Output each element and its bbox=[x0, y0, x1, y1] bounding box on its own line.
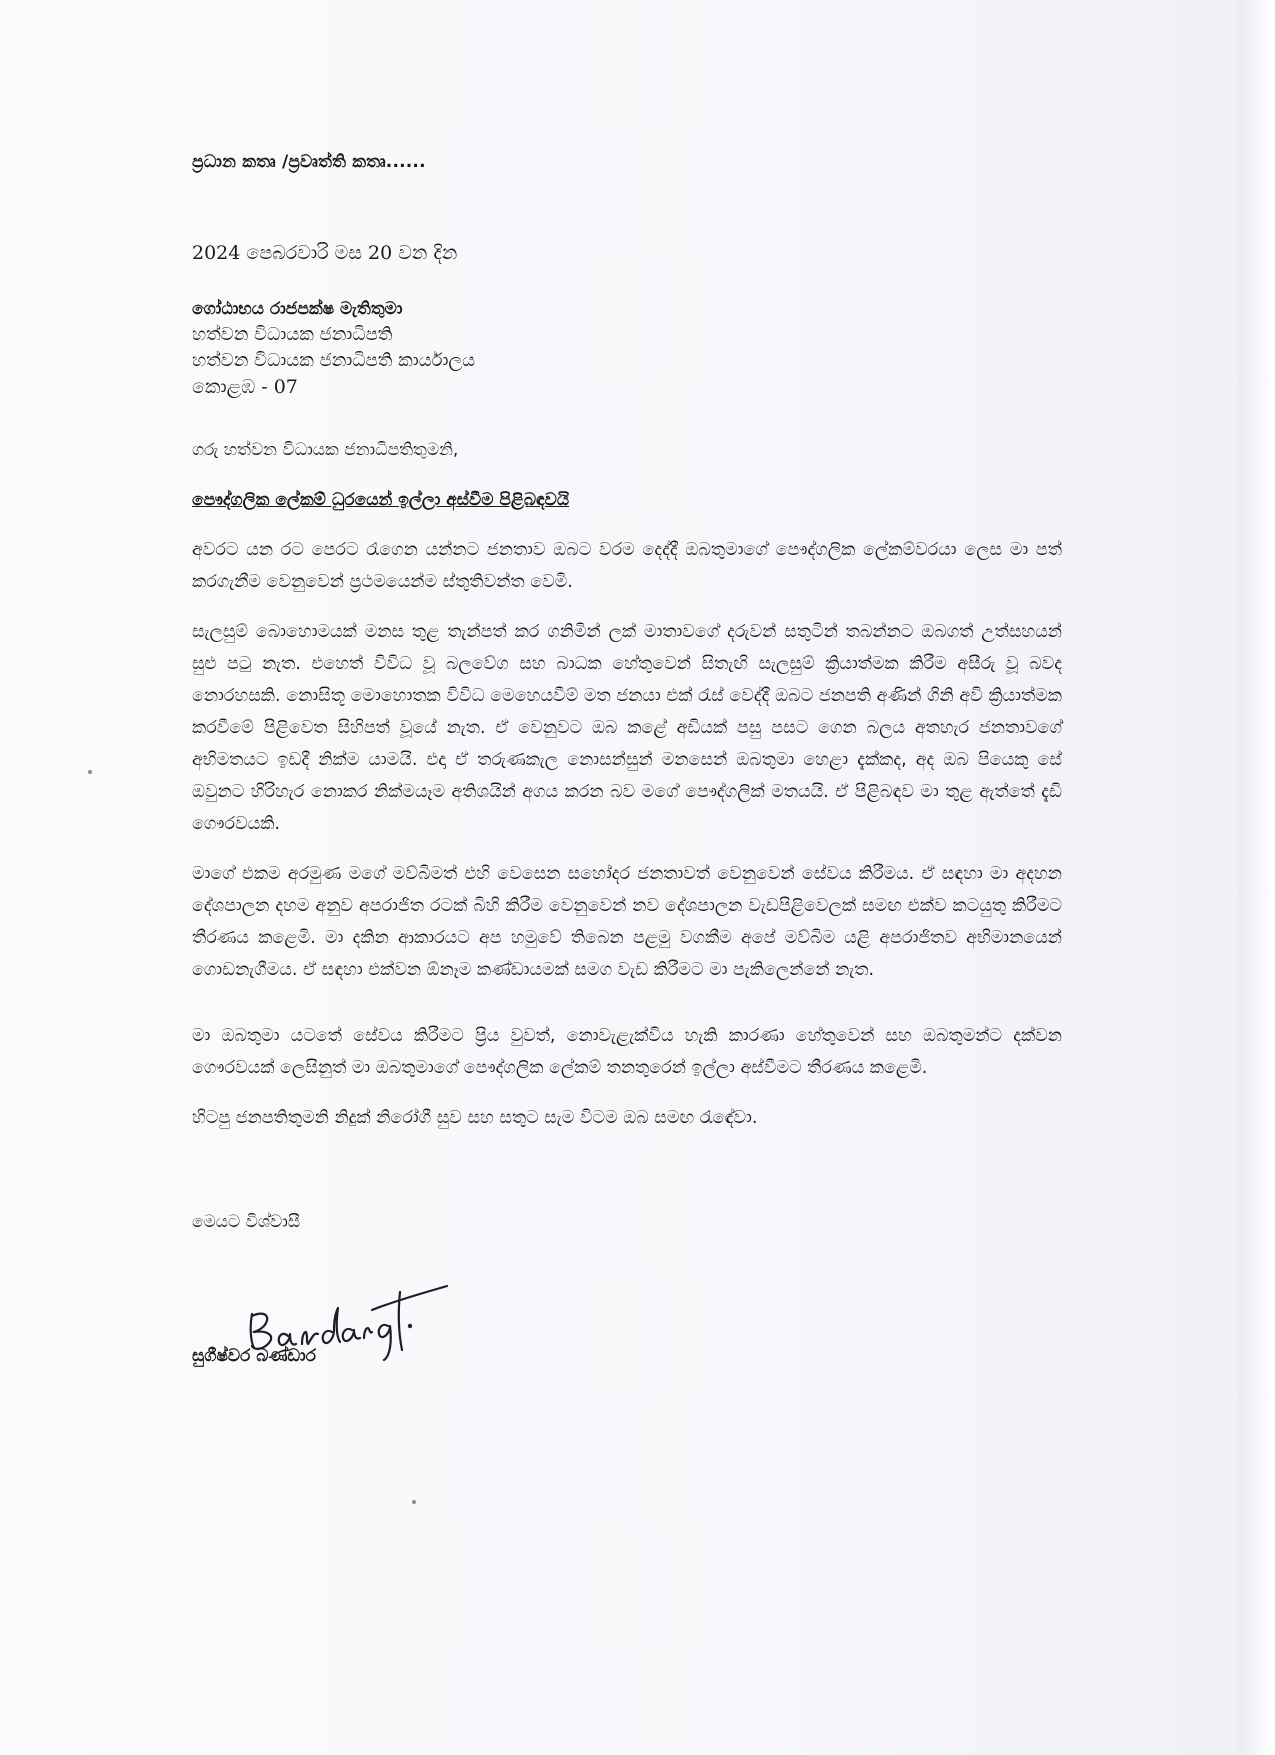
page-edge-shadow bbox=[1239, 0, 1275, 1755]
paragraph-3: මාගේ එකම අරමුණ මගේ මව්බිමත් එහි වෙසෙන සහෝදර ජනතාවත් වෙනුවෙන් සේවය කිරීමය. ඒ සඳහා මා අදහන දේශපාලන දහම අනුව අපරාජිත රටක් බිහි කිරීම වෙනුවෙන් නව දේශපාලන වැඩපිළිවෙලක් සමඟ එක්ව කටයුතු කිරීමට තීරණය කළෙමි. මා දකින ආකාරයට අප හමුවේ තිබෙන පළමු වගකීම අපේ මව්බිම යළි අපරාජිතව අභිමානයෙන් ගොඩනැගීමය. ඒ සඳහා එක්වන ඕනෑම කණ්ඩායමක් සමග වැඩ කිරීමට මා පැකිලෙන්නේ නැත. bbox=[192, 864, 1062, 980]
letter-subject: පෞද්ගලික ලේකම් ධුරයෙන් ඉල්ලා අස්වීම පිළිබඳවයි bbox=[192, 490, 570, 510]
paragraph-4: මා ඔබතුමා යටතේ සේවය කිරීමට ප්‍රිය වුවත්, නොවැළැක්විය හැකි කාරණා හේතුවෙන් සහ ඔබතුමන්ට දක්වන ගෞරවයක් ලෙසිනුත් මා ඔබතුමාගේ පෞද්ගලික ලේකම් තනතුරෙන් ඉල්ලා අස්වීමට තීරණය කළෙමි. bbox=[192, 1026, 1062, 1078]
recipient-address bbox=[192, 296, 1062, 400]
scan-speck bbox=[412, 1500, 416, 1504]
paragraph-5: හිටපු ජනපතිතුමනි නිදුක් නිරෝගී සුව සහ සතුට සැම විටම ඔබ සමඟ රැඳේවා. bbox=[192, 1108, 758, 1128]
reference-line: ප්‍රධාන කතෘ /ප්‍රවෘත්ති කතෘ...... bbox=[192, 152, 426, 172]
recipient-name: ගෝඨාභය රාජපක්ෂ මැතිතුමා bbox=[192, 299, 403, 319]
paragraph-2: සැලසුම් බොහොමයක් මනස තුළ තැන්පත් කර ගනිමින් ලක් මාතාවගේ දරුවන් සතුටින් තබන්නට ඔබගත් උත්සහයන් සුළු පටු නැත. එහෙත් විවිධ වූ බලවේග සහ බාධක හේතුවෙන් සිතැඟි සැලසුම් ක්‍රියාත්මක කිරීම අසීරු වූ බවද නොරහසකි. නොසිතූ මොහොතක විවිධ මෙහෙයවීම් මත ජනයා එක් රැස් වෙද්දී ඔබට ජනපති අණින් ගිනි අවි ක්‍රියාත්මක කරවීමේ පිළිවෙත සිහිපත් වූයේ නැත. ඒ වෙනුවට ඔබ කළේ අඩියක් පසු පසට ගෙන බලය අතහැර ජනතාවගේ අභිමතයට ඉඩදී නික්ම යාමයි. එදා ඒ තරුණකැල නොසන්සුන් මනසෙන් ඔබතුමා හෙළා දැක්කද, අද ඔබ පියෙකු සේ ඔවුනට හිරිහැර නොකර නික්මයෑම අතිශයින් අගය කරන බව මගේ පෞද්ගලික් මතයයි. ඒ පිළිබඳව මා තුළ ඇත්තේ දැඩි ගෞරවයකි. bbox=[192, 622, 1062, 834]
recipient-city: කොළඹ - 07 bbox=[192, 376, 298, 398]
closing-line: මෙයට විශ්වාසී bbox=[192, 1212, 301, 1232]
salutation: ගරු හත්වන විධායක ජනාධිපතිතුමනි, bbox=[192, 440, 459, 460]
handwritten-signature bbox=[192, 1252, 452, 1362]
scan-speck bbox=[88, 770, 92, 774]
letter-date: 2024 පෙබරවාරි මස 20 වන දින bbox=[192, 242, 458, 264]
signer-name: සුගීෂ්වර බණ්ඩාර bbox=[192, 1346, 317, 1366]
recipient-title: හත්වන විධායක ජනාධිපති bbox=[192, 324, 393, 345]
letter-body bbox=[192, 140, 1062, 1366]
recipient-office: හත්වන විධායක ජනාධිපති කාර්යාලය bbox=[192, 350, 476, 371]
paragraph-1: අවරට යන රට පෙරට රැගෙන යන්නට ජනතාව ඔබට වරම දෙද්දී ඔබතුමාගේ පෞද්ගලික ලේකම්වරයා ලෙස මා පත් කරගැනීම වෙනුවෙන් ප්‍රථමයෙන්ම ස්තුතිවන්ත වෙමි. bbox=[192, 540, 1062, 592]
